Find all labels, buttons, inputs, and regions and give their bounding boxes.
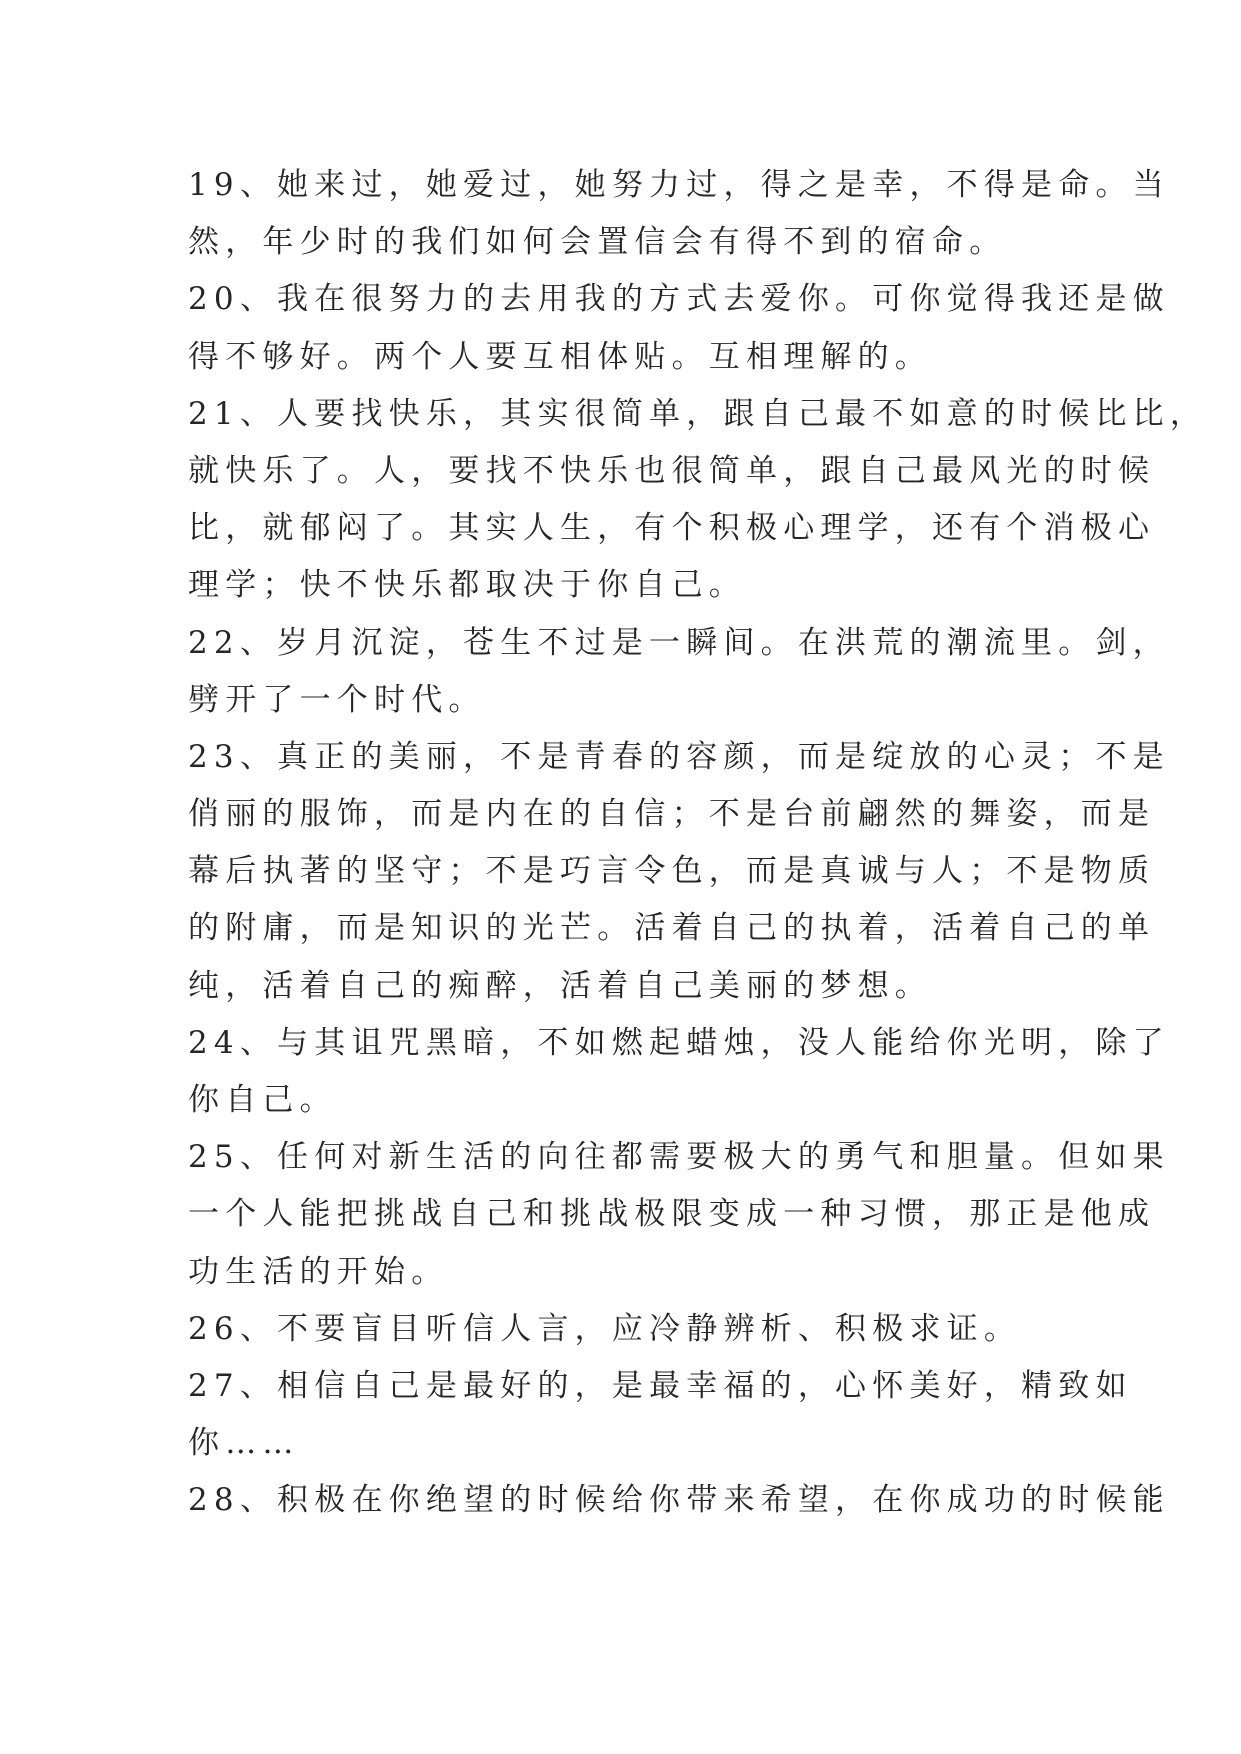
text-line: 25、任何对新生活的向往都需要极大的勇气和胆量。但如果 [188, 1139, 1170, 1176]
text-line: 19、她来过，她爱过，她努力过，得之是幸，不得是命。当 [188, 167, 1170, 203]
text-line: 的附庸，而是知识的光芒。活着自己的执着，活着自己的单 [188, 910, 1156, 947]
text-line: 一个人能把挑战自己和挑战极限变成一种习惯，那正是他成 [188, 1196, 1156, 1233]
text-line: 得不够好。两个人要互相体贴。互相理解的。 [188, 338, 932, 375]
text-line: 27、相信自己是最好的，是最幸福的，心怀美好，精致如 [188, 1367, 1133, 1404]
text-line: 23、真正的美丽，不是青春的容颜，而是绽放的心灵；不是 [188, 738, 1170, 775]
text-line: 功生活的开始。 [188, 1253, 449, 1290]
text-line: 理学；快不快乐都取决于你自己。 [188, 567, 746, 604]
text-line: 比，就郁闷了。其实人生，有个积极心理学，还有个消极心 [188, 510, 1156, 547]
text-line: 然，年少时的我们如何会置信会有得不到的宿命。 [188, 224, 1007, 261]
text-line: 21、人要找快乐，其实很简单，跟自己最不如意的时候比比， [188, 395, 1208, 432]
text-line: 26、不要盲目听信人言，应冷静辨析、积极求证。 [188, 1310, 1022, 1347]
text-line: 纯，活着自己的痴醉，活着自己美丽的梦想。 [188, 967, 932, 1004]
text-line: 劈开了一个时代。 [188, 681, 486, 718]
document-body [188, 157, 1208, 1530]
text-line: 28、积极在你绝望的时候给你带来希望，在你成功的时候能 [188, 1482, 1170, 1519]
text-line: 你…… [188, 1425, 300, 1462]
text-line: 22、岁月沉淀，苍生不过是一瞬间。在洪荒的潮流里。剑， [188, 624, 1170, 661]
text-line: 俏丽的服饰，而是内在的自信；不是台前翩然的舞姿，而是 [188, 796, 1156, 833]
text-line: 24、与其诅咒黑暗，不如燃起蜡烛，没人能给你光明，除了 [188, 1024, 1170, 1061]
text-line: 你自己。 [188, 1082, 337, 1118]
text-line: 幕后执著的坚守；不是巧言令色，而是真诚与人；不是物质 [188, 853, 1156, 890]
text-line: 20、我在很努力的去用我的方式去爱你。可你觉得我还是做 [188, 281, 1170, 318]
text-line: 就快乐了。人，要找不快乐也很简单，跟自己最风光的时候 [188, 452, 1156, 489]
